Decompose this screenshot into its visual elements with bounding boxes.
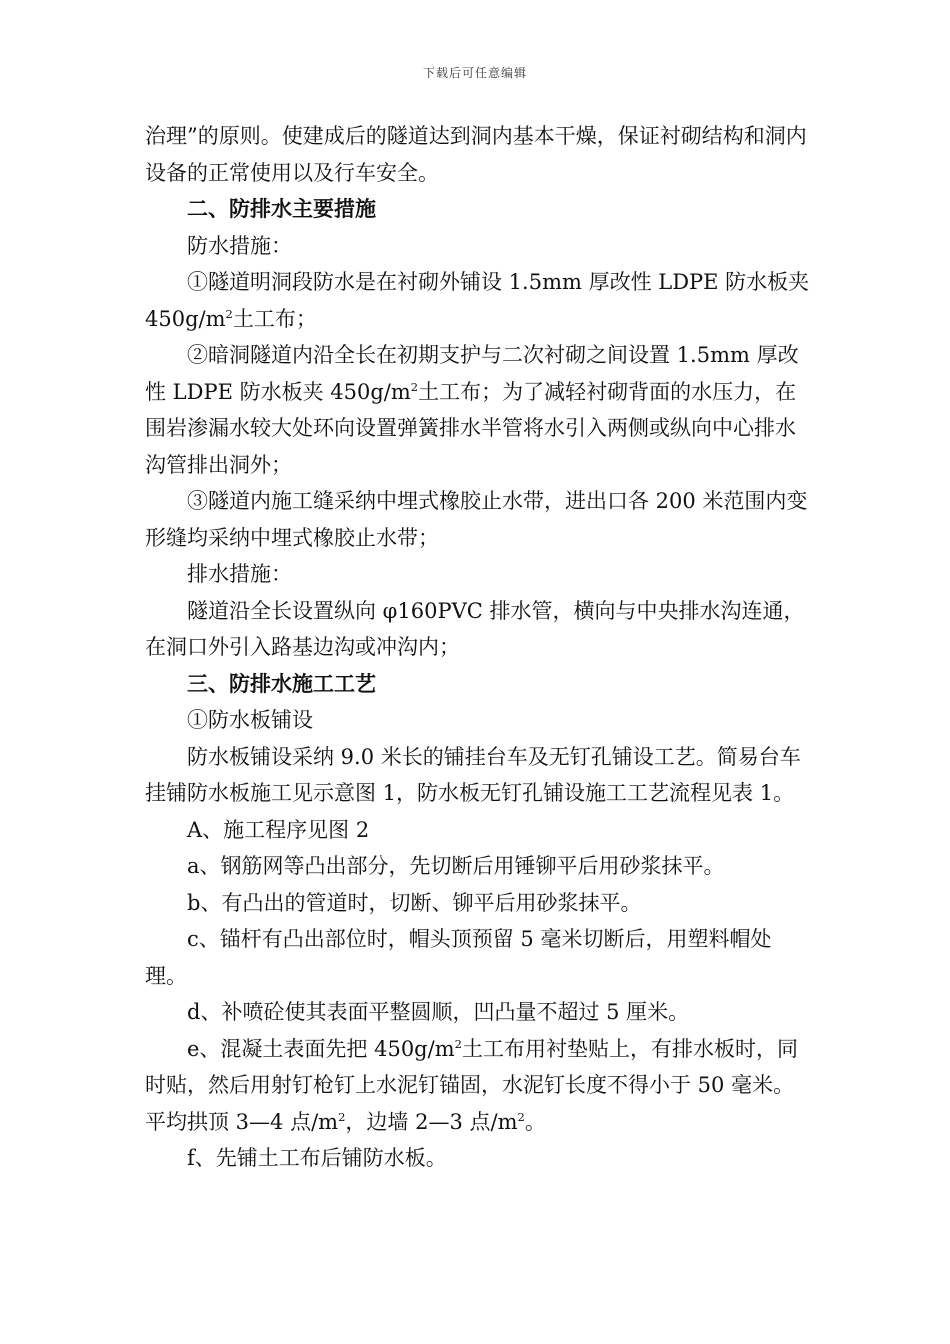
body-paragraph (145, 1031, 810, 1141)
body-paragraph (145, 885, 810, 922)
document-body (145, 118, 810, 1177)
text-run: e、混凝土表面先把 450g/m (187, 1036, 455, 1061)
body-paragraph (145, 593, 810, 666)
text-run: 土工布； (232, 306, 317, 331)
text-run: 治理”的原则。使建成后的隧道达到洞内基本干燥，保证衬砌结构和洞内设备的正常使用以及行车安全。 (145, 124, 807, 185)
body-paragraph (145, 228, 810, 265)
body-paragraph (145, 994, 810, 1031)
superscript: 2 (338, 1109, 346, 1124)
text-run: c、锚杆有凸出部位时，帽头顶预留 5 毫米切断后，用塑料帽处理。 (145, 927, 772, 988)
superscript: 2 (517, 1109, 525, 1124)
text-run: a、钢筋网等凸出部分，先切断后用锤铆平后用砂浆抹平。 (187, 854, 725, 878)
text-run: 土工布；为了减轻衬砌背面的水压力，在围岩渗漏水较大处环向设置弹簧排水半管将水引入两侧或纵向中心排水沟管排出洞外； (145, 379, 797, 477)
body-paragraph (145, 702, 810, 739)
body-paragraph (145, 921, 810, 994)
text-run: b、有凸出的管道时，切断、铆平后用砂浆抹平。 (187, 890, 642, 915)
section-heading (145, 191, 810, 228)
text-run: ①隧道明洞段防水是在衬砌外铺设 1.5mm 厚改性 LDPE 防水板夹 450g/m (145, 270, 810, 331)
text-run: d、补喷砼使其表面平整圆顺，凹凸量不超过 5 厘米。 (187, 1000, 690, 1024)
text-run: 二、防排水主要措施 (187, 196, 376, 221)
text-run: ②暗洞隧道内沿全长在初期支护与二次衬砌之间设置 1.5mm 厚改性 LDPE 防水板夹 450g/m (145, 343, 799, 404)
text-run: ，边墙 2—3 点/m (345, 1109, 518, 1134)
text-run: f、先铺土工布后铺防水板。 (187, 1146, 447, 1170)
text-run: 防水措施： (187, 233, 292, 258)
body-paragraph (145, 118, 810, 191)
text-run: 排水措施： (187, 562, 292, 586)
text-run: 土工布用衬垫贴上，有排水板时，同时贴，然后用射钉枪钉上水泥钉锚固，水泥钉长度不得小于 50 毫米。平均拱顶 3—4 点/m (145, 1036, 798, 1134)
superscript: 2 (225, 306, 233, 321)
page-header-note: 下载后可任意编辑 (422, 66, 527, 80)
body-paragraph (145, 556, 810, 593)
text-run: ③隧道内施工缝采纳中埋式橡胶止水带，进出口各 200 米范围内变形缝均采纳中埋式橡胶止水带； (145, 489, 808, 550)
text-run: A、施工程序见图 2 (187, 817, 370, 842)
superscript: 2 (454, 1036, 462, 1051)
body-paragraph (145, 264, 810, 337)
body-paragraph (145, 483, 810, 556)
body-paragraph (145, 739, 810, 812)
text-run: 防水板铺设采纳 9.0 米长的铺挂台车及无钉孔铺设工艺。简易台车挂铺防水板施工见示意图 1，防水板无钉孔铺设施工工艺流程见表 1。 (145, 744, 801, 805)
body-paragraph (145, 337, 810, 483)
text-run: ①防水板铺设 (187, 708, 313, 732)
body-paragraph (145, 1140, 810, 1177)
text-run: 三、防排水施工工艺 (187, 670, 376, 696)
body-paragraph (145, 812, 810, 849)
body-paragraph (145, 848, 810, 885)
text-run: 隧道沿全长设置纵向 φ160PVC 排水管，横向与中央排水沟连通，在洞口外引入路基边沟或冲沟内； (145, 598, 805, 659)
section-heading (145, 666, 810, 703)
superscript: 2 (410, 379, 419, 394)
text-run: 。 (524, 1109, 546, 1134)
